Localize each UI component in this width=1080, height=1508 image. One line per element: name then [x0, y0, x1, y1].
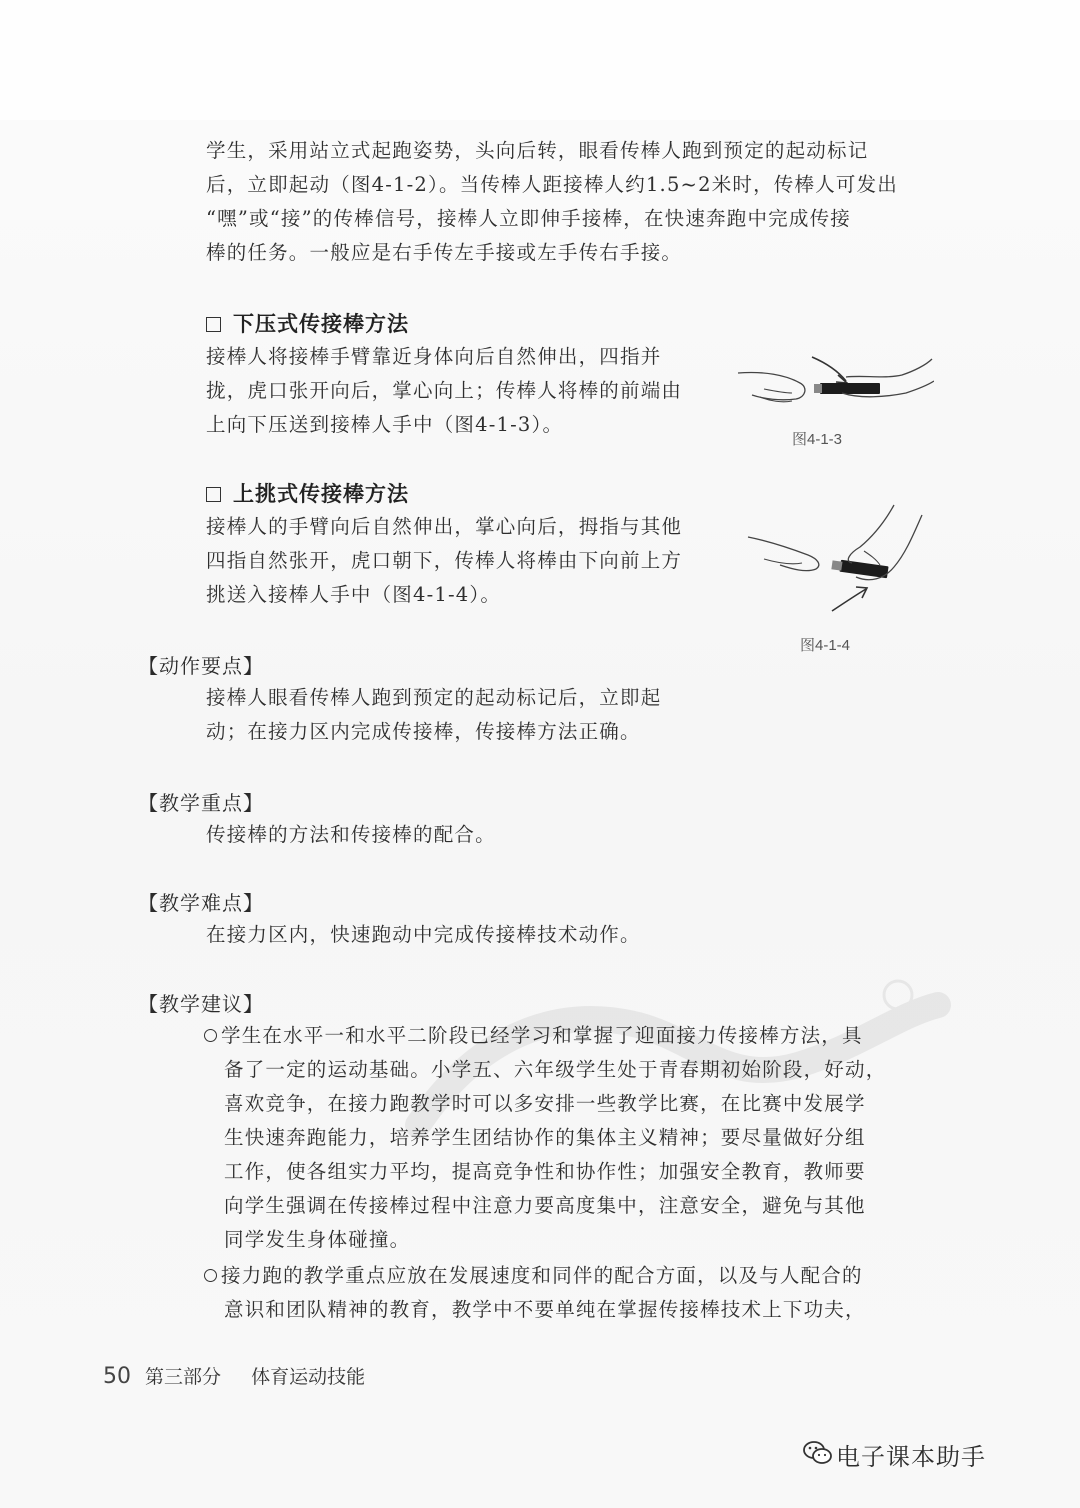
checkbox-square-icon	[206, 317, 221, 332]
intro-paragraph	[206, 134, 926, 270]
teaching-focus-label: 【教学重点】	[138, 791, 264, 815]
up-pass-line: 挑送入接棒人手中（图4-1-4）。	[206, 583, 502, 606]
section-title: 下压式传接棒方法	[233, 312, 409, 336]
intro-line: 棒的任务。一般应是右手传左手接或左手传右手接。	[206, 241, 683, 264]
suggestion-line: 学生在水平一和水平二阶段已经学习和掌握了迎面接力传接棒方法，具	[204, 1019, 924, 1053]
checkbox-square-icon	[206, 487, 221, 502]
suggestion-line: 备了一定的运动基础。小学五、六年级学生处于青春期初始阶段，好动，	[224, 1058, 887, 1081]
circle-bullet-icon	[204, 1029, 217, 1042]
teaching-suggestions-label: 【教学建议】	[138, 992, 264, 1016]
down-pass-line: 接棒人将接棒手臂靠近身体向后自然伸出，四指并	[206, 345, 662, 368]
page-footer	[103, 1362, 365, 1389]
down-pass-line: 上向下压送到接棒人手中（图4-1-3）。	[206, 413, 564, 436]
key-points-paragraph	[206, 681, 726, 749]
key-points-line: 动；在接力区内完成传接棒，传接棒方法正确。	[206, 720, 641, 743]
suggestion-line: 同学发生身体碰撞。	[224, 1228, 411, 1251]
page-number: 50	[103, 1364, 131, 1389]
up-pass-paragraph	[206, 510, 726, 612]
key-points-label: 【动作要点】	[138, 654, 264, 678]
intro-line: “嘿”或“接”的传棒信号，接棒人立即伸手接棒，在快速奔跑中完成传接	[206, 207, 851, 230]
page-top-margin	[0, 0, 1080, 120]
suggestion-item-1	[221, 1019, 924, 1257]
teaching-difficulty-line: 在接力区内，快速跑动中完成传接棒技术动作。	[206, 923, 641, 946]
footer-chapter: 体育运动技能	[251, 1366, 366, 1388]
suggestion-item-2	[221, 1259, 924, 1327]
figure-caption-4-1-4: 图4-1-4	[800, 637, 851, 654]
wechat-logo-icon	[802, 1438, 834, 1468]
footer-part: 第三部分	[145, 1366, 222, 1388]
figure-caption-4-1-3: 图4-1-3	[792, 431, 843, 448]
section-heading-down-pass	[206, 308, 409, 338]
suggestion-line: 向学生强调在传接棒过程中注意力要高度集中，注意安全，避免与其他	[224, 1194, 866, 1217]
key-points-line: 接棒人眼看传棒人跑到预定的起动标记后，立即起	[206, 686, 662, 709]
footer-separator	[233, 1366, 239, 1388]
suggestion-line: 接力跑的教学重点应放在发展速度和同伴的配合方面，以及与人配合的	[204, 1259, 924, 1293]
figure-4-1-4-illustration	[744, 503, 934, 623]
suggestion-line: 生快速奔跑能力，培养学生团结协作的集体主义精神；要尽量做好分组	[224, 1126, 866, 1149]
figure-4-1-3-illustration	[734, 345, 934, 425]
intro-line: 学生，采用站立式起跑姿势，头向后转，眼看传棒人跑到预定的起动标记	[206, 139, 869, 162]
account-name: 电子课本助手	[836, 1443, 986, 1471]
down-pass-paragraph	[206, 340, 726, 442]
suggestion-line: 工作，使各组实力平均，提高竞争性和协作性；加强安全教育，教师要	[224, 1160, 866, 1183]
teaching-focus-text	[206, 818, 806, 852]
intro-line: 后，立即起动（图4-1-2）。当传棒人距接棒人约1.5~2米时，传棒人可发出	[206, 173, 899, 196]
teaching-focus-line: 传接棒的方法和传接棒的配合。	[206, 823, 496, 846]
section-title: 上挑式传接棒方法	[233, 482, 409, 506]
up-pass-line: 接棒人的手臂向后自然伸出，掌心向后，拇指与其他	[206, 515, 683, 538]
section-heading-up-pass	[206, 478, 409, 508]
teaching-difficulty-text	[206, 918, 806, 952]
circle-bullet-icon	[204, 1269, 217, 1282]
teaching-difficulty-label: 【教学难点】	[138, 891, 264, 915]
down-pass-line: 拢，虎口张开向后，掌心向上；传棒人将棒的前端由	[206, 379, 683, 402]
suggestion-line: 喜欢竞争，在接力跑教学时可以多安排一些教学比赛，在比赛中发展学	[224, 1092, 866, 1115]
suggestion-line: 意识和团队精神的教育，教学中不要单纯在掌握传接棒技术上下功夫，	[224, 1298, 866, 1321]
up-pass-line: 四指自然张开，虎口朝下，传棒人将棒由下向前上方	[206, 549, 683, 572]
